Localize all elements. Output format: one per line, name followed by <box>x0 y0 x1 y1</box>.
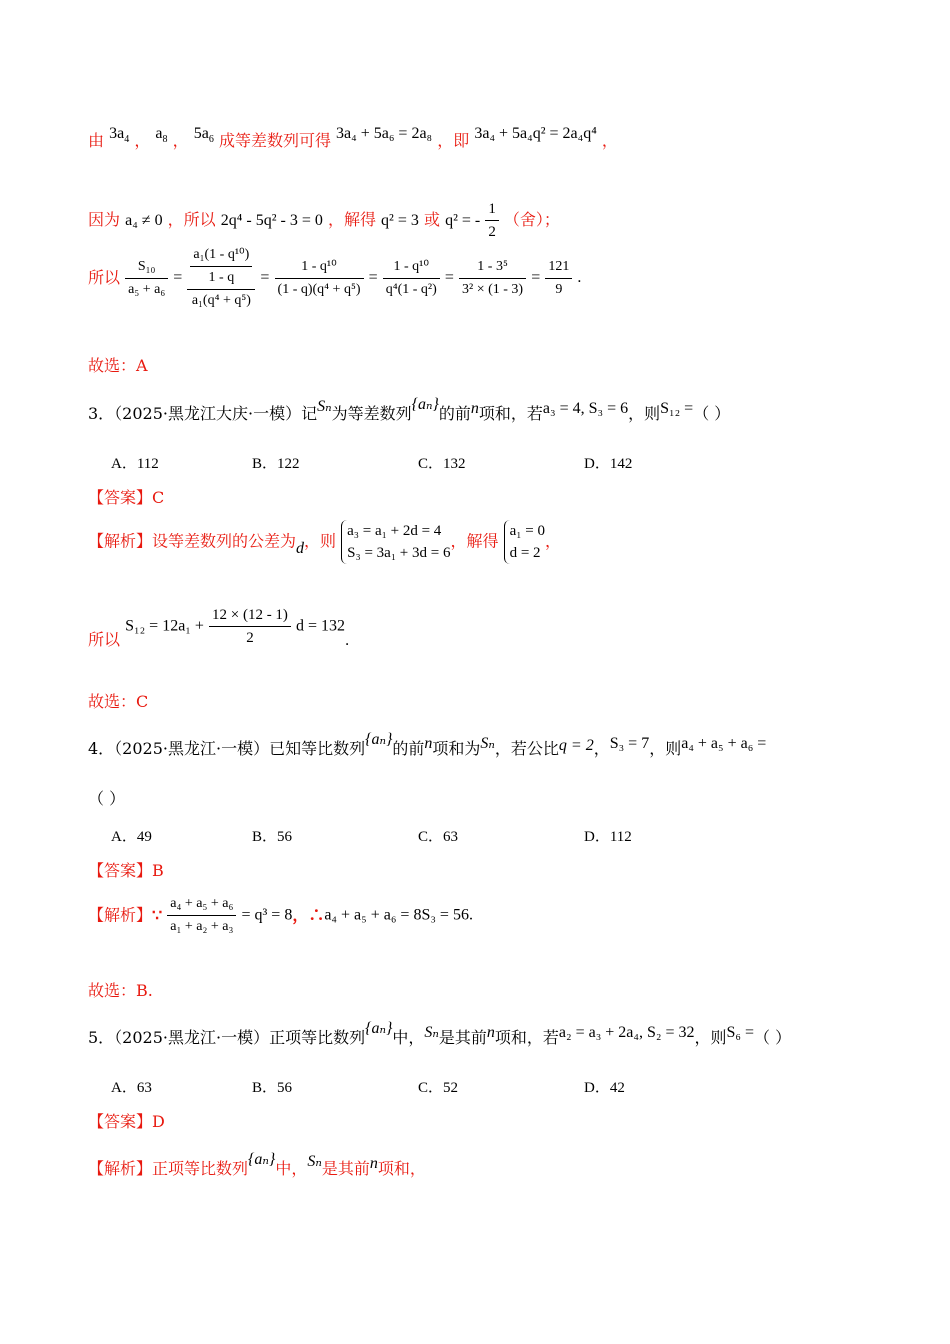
analysis-line: 【解析】正项等比数列{aₙ}中，Sₙ是其前n项和， <box>88 1151 426 1178</box>
analysis-line: 【解析】设等差数列的公差为d，则 a₃ = a₁ + 2d = 4 S₃ = 3a₁ + 3d = 6 ，解得 a₁ = 0 d = 2 ， <box>88 520 561 564</box>
text-jiede: ，解得 <box>327 210 376 229</box>
question-4-paren: （ ） <box>88 789 126 808</box>
solution-line-3: 所以 $\frac{\text{S₁₀}}{\text{a₅ + a₆}}$ = $\frac{\frac{\text{a₁(1 - q¹⁰)}}{1 - q}}{\text{a₁(q⁴ + q⁵)}}$ = $\frac{\text{1 - q¹⁰}}{\text{(1 - q)(q⁴ + q⁵)}}$ = $\frac{\text{1 - q¹⁰}}{\text{q⁴(1 - q²)}}$ = $\frac{\text{1 - 3⁵}}{\text{3² × (1 - 3)}}$ = $\frac{121}{9}$ . <box>88 244 581 312</box>
calc-line: 所以 S₁₂ = 12a₁ + $\frac{12 \times (12 - 1)}{2}$ d = 132. <box>88 604 349 649</box>
option-d: D．42 <box>584 1080 625 1096</box>
choice-line-b: 故选：B. <box>88 981 153 1000</box>
term-5a6: $5a_6$ <box>193 125 214 146</box>
answer-label: 【答案】C <box>88 488 165 507</box>
text-arith-seq: 成等差数列可得 <box>218 131 331 150</box>
term-a8: $a_8$ <box>155 125 168 146</box>
option-c: C．63 <box>418 829 459 845</box>
term-3a4: $3a_4$ <box>109 125 130 146</box>
cond-a4-nonzero: a₄ ≠ 0 <box>125 212 163 229</box>
option-d: D．142 <box>584 456 633 472</box>
fraction-half: $\frac{1}{2}$ <box>485 198 499 243</box>
analysis-line: 【解析】∵ $\frac{\text{a₄ + a₅ + a₆}}{\text{a₁ + a₂ + a₃}}$ = q³ = 8，∴a₄ + a₅ + a₆ = 8S₃ = 56. <box>88 893 473 938</box>
option-b: B．122 <box>252 456 300 472</box>
choice-line-c: 故选：C <box>88 692 149 711</box>
text-comma: ， <box>601 131 618 150</box>
question-3-stem: 3．（2025·黑龙江大庆·一模）记Sₙ为等差数列{aₙ}的前n项和，若a₃ = 4, S₃ = 6，则S₁₂ =（ ） <box>88 396 731 423</box>
root-2: q² = - <box>445 212 481 229</box>
text-she: （舍）； <box>503 210 560 229</box>
answer-label: 【答案】B <box>88 861 164 880</box>
fraction-step-1: $\frac{\frac{\text{a₁(1 - q¹⁰)}}{1 - q}}{\text{a₁(q⁴ + q⁵)}}$ <box>187 244 255 312</box>
option-a: A．63 <box>111 1080 152 1096</box>
option-c: C．132 <box>418 456 466 472</box>
fraction-step-2: $\frac{\text{1 - q¹⁰}}{\text{(1 - q)(q⁴ + q⁵)}}$ <box>275 256 364 301</box>
fraction-calc: $\frac{12 \times (12 - 1)}{2}$ <box>209 604 291 649</box>
question-4-stem: 4．（2025·黑龙江·一模）已知等比数列{aₙ}的前n项和为Sₙ，若公比q = 2，S₃ = 7，则a₄ + a₅ + a₆ = <box>88 731 767 758</box>
solution-line-1: 由 $3a_4$ ， $a_8$ ， $5a_6$ 成等差数列可得 3a₄ + 5a₆ = 2a₈ ，即 3a₄ + 5a₄q² = 2a₄q⁴ ， <box>88 125 618 150</box>
question-5-stem: 5．（2025·黑龙江·一模）正项等比数列{aₙ}中，Sₙ是其前n项和，若a₂ = a₃ + 2a₄, S₂ = 32，则S₆ =（ ） <box>88 1020 792 1047</box>
system-1: a₃ = a₁ + 2d = 4 S₃ = 3a₁ + 3d = 6 <box>341 520 450 564</box>
eq-1: 3a₄ + 5a₆ = 2a₈ <box>336 125 433 142</box>
text-ji: ，即 <box>437 131 470 150</box>
text-you: 由 <box>88 131 105 150</box>
fraction-lhs: $\frac{\text{S₁₀}}{\text{a₅ + a₆}}$ <box>125 256 168 301</box>
answer-label: 【答案】D <box>88 1112 165 1131</box>
text-suoyi-2: 所以 <box>88 268 121 287</box>
fraction-step-4: $\frac{\text{1 - 3⁵}}{\text{3² × (1 - 3)}}$ <box>459 256 526 301</box>
eq-2: 3a₄ + 5a₄q² = 2a₄q⁴ <box>474 125 597 142</box>
fraction-result: $\frac{121}{9}$ <box>545 256 572 301</box>
system-2: a₁ = 0 d = 2 <box>504 520 545 564</box>
fraction-ratio: $\frac{\text{a₄ + a₅ + a₆}}{\text{a₁ + a₂ + a₃}}$ <box>167 893 236 938</box>
text-huo: 或 <box>423 210 440 229</box>
option-d: D．112 <box>584 829 632 845</box>
option-b: B．56 <box>252 829 293 845</box>
option-a: A．49 <box>111 829 152 845</box>
option-b: B．56 <box>252 1080 293 1096</box>
text-yinwei: 因为 <box>88 210 121 229</box>
option-a: A．112 <box>111 456 159 472</box>
text-suoyi: ，所以 <box>167 210 216 229</box>
solution-line-2 <box>88 198 560 243</box>
root-1: q² = 3 <box>381 212 419 229</box>
fraction-step-3: $\frac{\text{1 - q¹⁰}}{\text{q⁴(1 - q²)}}$ <box>383 256 440 301</box>
choice-line-a: 故选：A <box>88 356 148 375</box>
option-c: C．52 <box>418 1080 459 1096</box>
eq-quadratic: 2q⁴ - 5q² - 3 = 0 <box>220 212 323 229</box>
